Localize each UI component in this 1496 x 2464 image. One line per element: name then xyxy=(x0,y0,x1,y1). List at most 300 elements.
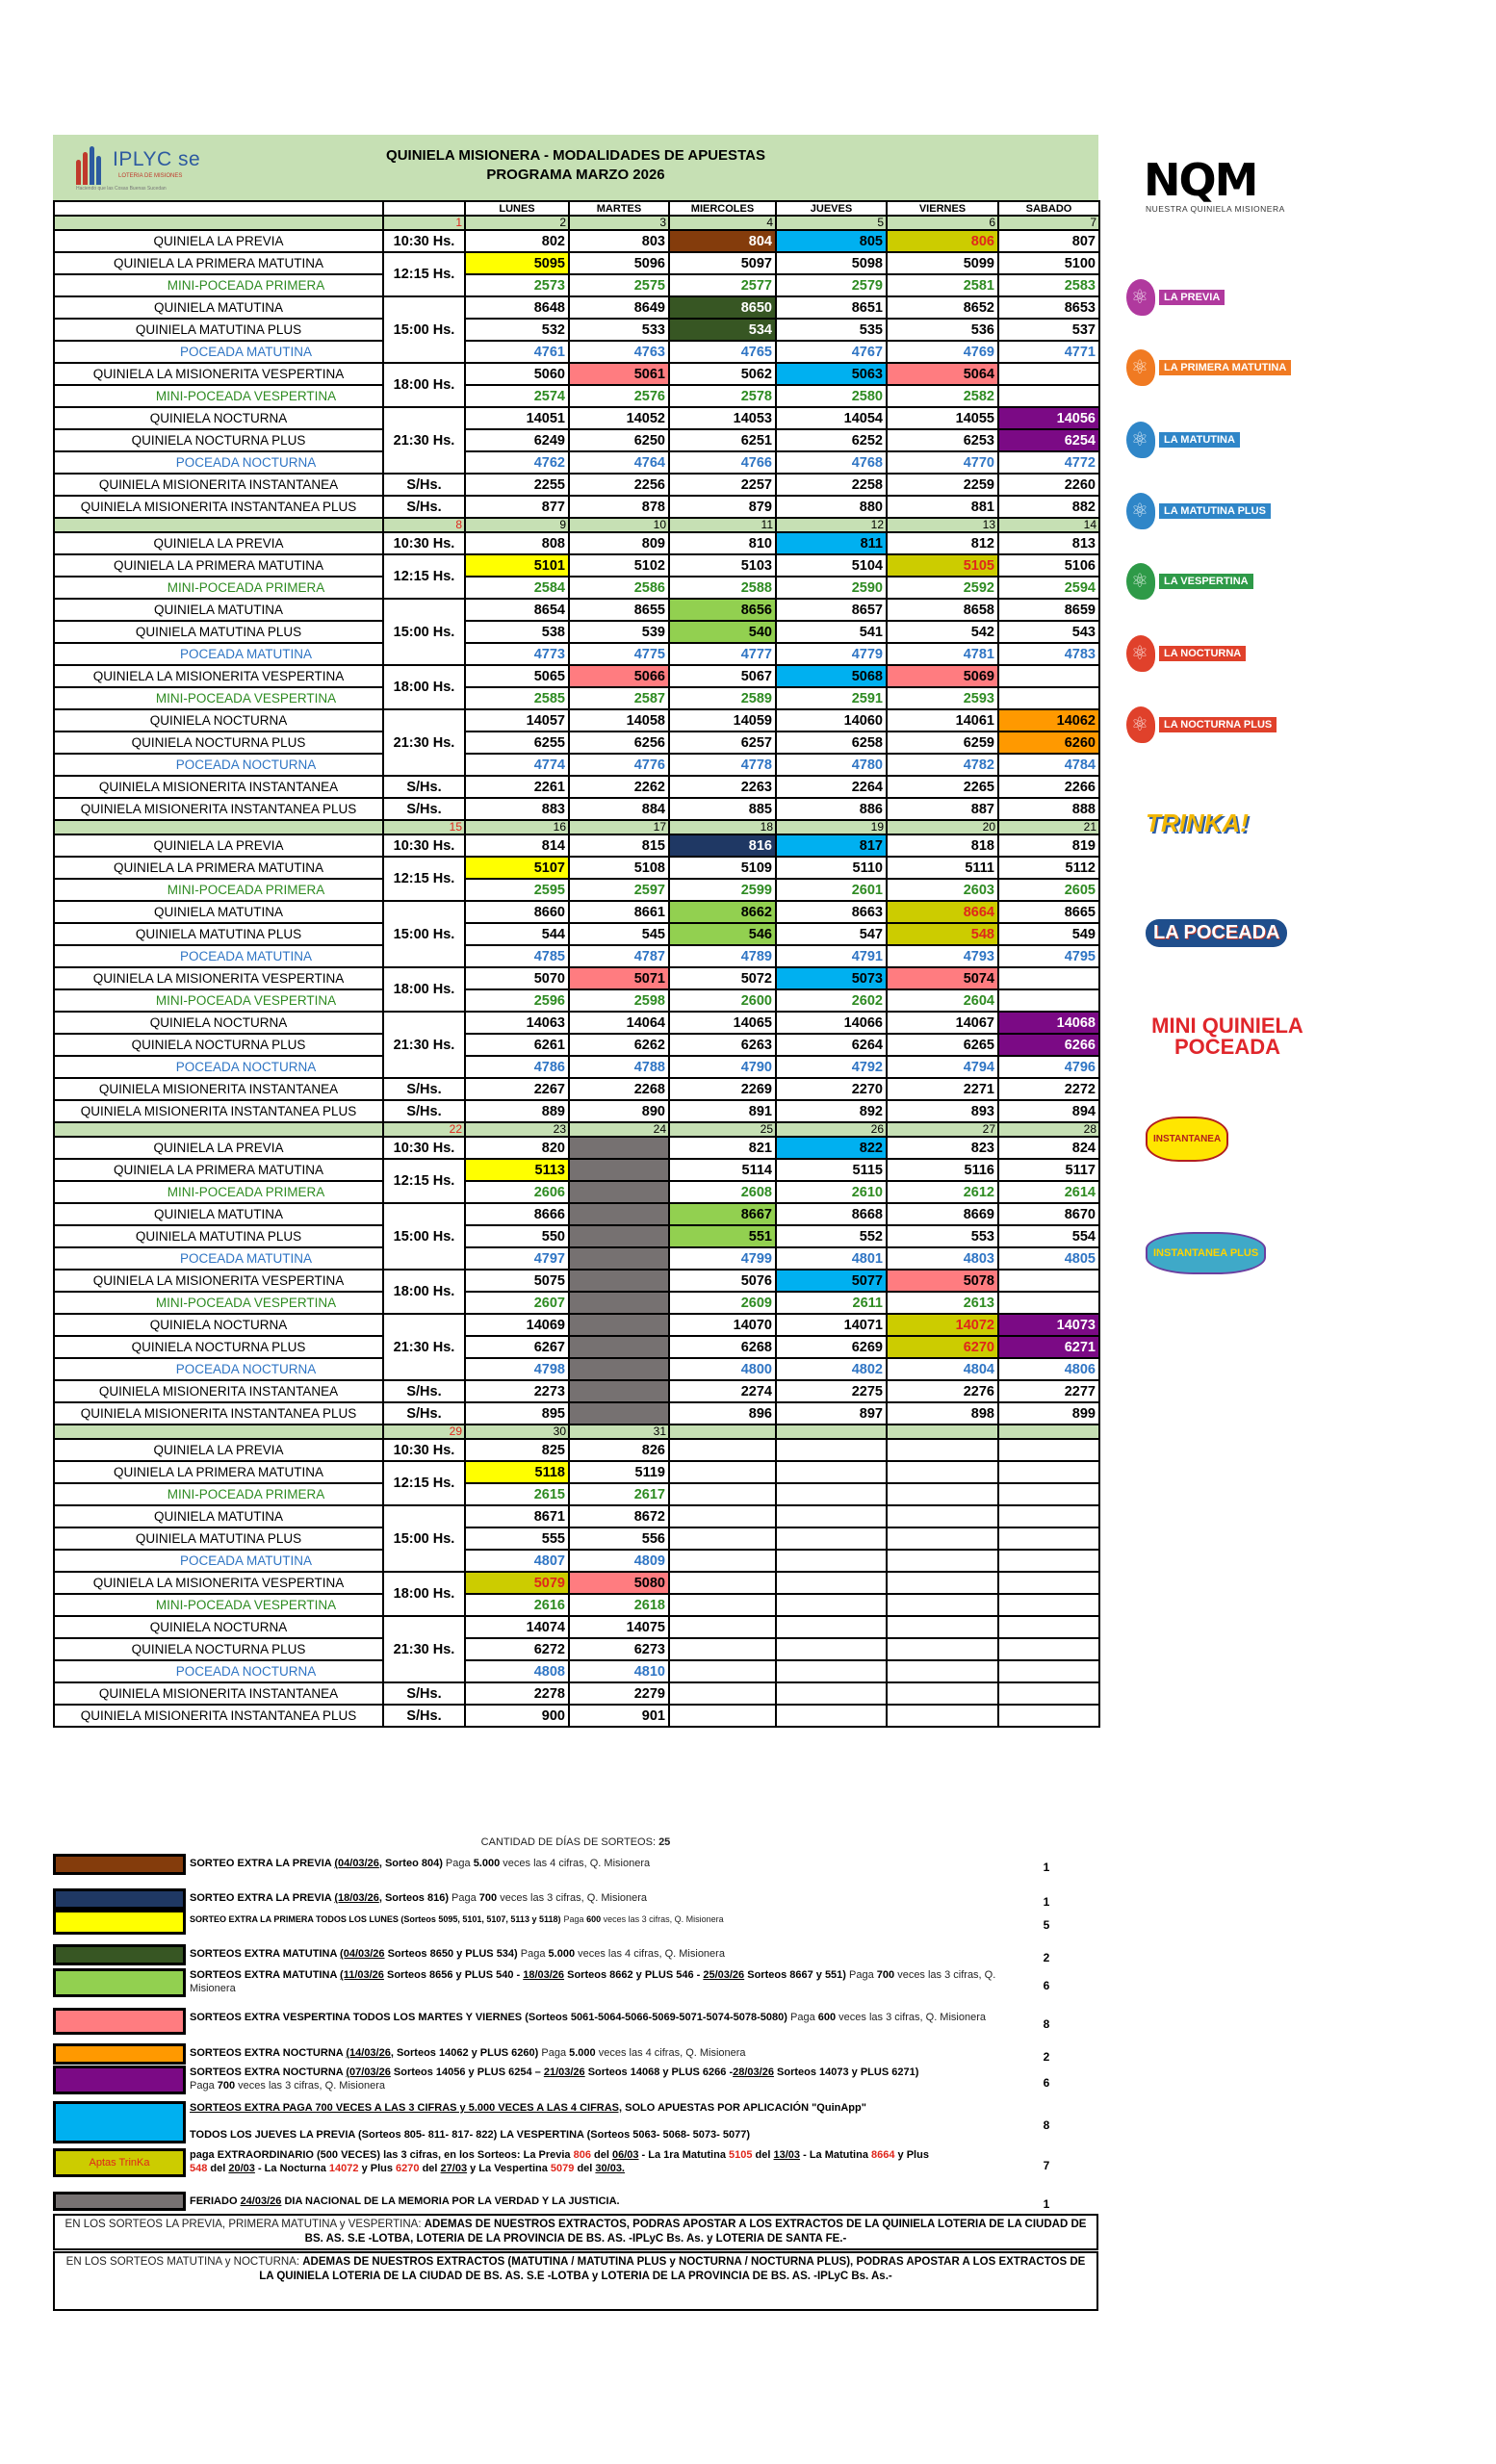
table-row xyxy=(54,319,1099,341)
table-row xyxy=(54,1660,1099,1682)
date-cell: 3 xyxy=(569,216,669,230)
table-row xyxy=(54,1682,1099,1705)
table-row xyxy=(54,1034,1099,1056)
draw-time: 21:30 Hs. xyxy=(383,1616,465,1682)
draw-number: 5067 xyxy=(669,665,776,687)
date-cell: 21 xyxy=(998,820,1099,834)
draw-number: 556 xyxy=(569,1527,669,1550)
draw-time: 15:00 Hs. xyxy=(383,1203,465,1270)
draw-number: 537 xyxy=(998,319,1099,341)
draw-number: 4808 xyxy=(465,1660,569,1682)
draw-number: 6270 xyxy=(887,1336,998,1358)
draw-number xyxy=(669,1527,776,1550)
legend-text: SORTEO EXTRA LA PREVIA (04/03/26, Sorteo 804) Paga 5.000 veces las 4 cifras, Q. Misionera xyxy=(190,1858,651,1869)
table-row xyxy=(54,879,1099,901)
table-row xyxy=(54,709,1099,732)
game-name: QUINIELA MATUTINA PLUS xyxy=(54,1527,383,1550)
table-row xyxy=(54,945,1099,967)
game-name: QUINIELA NOCTURNA xyxy=(54,709,383,732)
legend-swatch xyxy=(53,2043,186,2065)
table-row xyxy=(54,834,1099,857)
draw-number: 5060 xyxy=(465,363,569,385)
draw-number xyxy=(998,1705,1099,1727)
game-name: QUINIELA MISIONERITA INSTANTANEA PLUS xyxy=(54,1402,383,1424)
table-row xyxy=(54,1358,1099,1380)
draw-time: 12:15 Hs. xyxy=(383,554,465,599)
game-badge-label: LA VESPERTINA xyxy=(1159,574,1253,589)
draw-number: 6255 xyxy=(465,732,569,754)
game-name: QUINIELA MATUTINA xyxy=(54,1203,383,1225)
draw-number: 2276 xyxy=(887,1380,998,1402)
draw-number: 896 xyxy=(669,1402,776,1424)
draw-number xyxy=(887,1572,998,1594)
table-row xyxy=(54,1638,1099,1660)
draw-days-label: CANTIDAD DE DÍAS DE SORTEOS: xyxy=(480,1836,656,1848)
legend-swatch xyxy=(53,1854,186,1875)
draw-number: 880 xyxy=(776,496,887,518)
draw-number: 4763 xyxy=(569,341,669,363)
table-row xyxy=(54,496,1099,518)
draw-number: 6249 xyxy=(465,429,569,451)
draw-time: 18:00 Hs. xyxy=(383,665,465,709)
draw-number: 818 xyxy=(887,834,998,857)
draw-number: 2259 xyxy=(887,474,998,496)
date-sunday: 1 xyxy=(383,216,465,230)
game-name: QUINIELA NOCTURNA xyxy=(54,1314,383,1336)
week-date-row xyxy=(54,1122,1099,1137)
holiday-cell xyxy=(569,1292,669,1314)
draw-number: 8659 xyxy=(998,599,1099,621)
draw-number: 6262 xyxy=(569,1034,669,1056)
game-name: QUINIELA LA PREVIA xyxy=(54,532,383,554)
draw-number xyxy=(887,1461,998,1483)
table-row xyxy=(54,554,1099,577)
draw-number: 815 xyxy=(569,834,669,857)
draw-number: 4772 xyxy=(998,451,1099,474)
legend-count: 1 xyxy=(1043,1861,1050,1874)
draw-number: 803 xyxy=(569,230,669,252)
draw-number: 2579 xyxy=(776,274,887,296)
draw-number xyxy=(998,1572,1099,1594)
game-name: QUINIELA LA PRIMERA MATUTINA xyxy=(54,554,383,577)
draw-number: 2580 xyxy=(776,385,887,407)
game-name: QUINIELA NOCTURNA xyxy=(54,407,383,429)
legend-text: SORTEO EXTRA LA PREVIA (18/03/26, Sorteos 816) Paga 700 veces las 3 cifras, Q. Misionera xyxy=(190,1892,648,1904)
draw-number: 5118 xyxy=(465,1461,569,1483)
game-name: QUINIELA NOCTURNA PLUS xyxy=(54,1336,383,1358)
draw-number: 885 xyxy=(669,798,776,820)
promo-logo: TRINKA! xyxy=(1146,808,1249,837)
draw-number: 2577 xyxy=(669,274,776,296)
draw-number: 2575 xyxy=(569,274,669,296)
draw-number xyxy=(669,1682,776,1705)
legend-swatch xyxy=(53,1910,186,1935)
draw-number: 5102 xyxy=(569,554,669,577)
game-badge-label: LA MATUTINA PLUS xyxy=(1159,503,1271,519)
legend-count: 2 xyxy=(1043,2050,1050,2064)
draw-number: 6260 xyxy=(998,732,1099,754)
date-blank xyxy=(54,518,383,532)
draw-number: 816 xyxy=(669,834,776,857)
draw-number: 4779 xyxy=(776,643,887,665)
draw-number xyxy=(998,1505,1099,1527)
date-cell: 11 xyxy=(669,518,776,532)
draw-number: 2257 xyxy=(669,474,776,496)
draw-number: 4774 xyxy=(465,754,569,776)
game-name: QUINIELA LA MISIONERITA VESPERTINA xyxy=(54,665,383,687)
schedule-sheet xyxy=(53,135,1098,2282)
draw-number: 14054 xyxy=(776,407,887,429)
draw-number: 5061 xyxy=(569,363,669,385)
day-header xyxy=(54,201,383,216)
draw-number: 4787 xyxy=(569,945,669,967)
draw-number: 887 xyxy=(887,798,998,820)
draw-number: 825 xyxy=(465,1439,569,1461)
atom-q-icon xyxy=(1126,279,1155,316)
game-name: QUINIELA NOCTURNA xyxy=(54,1616,383,1638)
draw-number: 2591 xyxy=(776,687,887,709)
draw-number xyxy=(669,1550,776,1572)
draw-number: 5106 xyxy=(998,554,1099,577)
atom-q-icon xyxy=(1126,349,1155,386)
holiday-cell xyxy=(569,1159,669,1181)
legend-count: 7 xyxy=(1043,2159,1050,2172)
legend-swatch xyxy=(53,2066,186,2094)
draw-number: 899 xyxy=(998,1402,1099,1424)
legend-swatch xyxy=(53,2008,186,2035)
game-badge-label: LA MATUTINA xyxy=(1159,432,1240,448)
draw-number: 6256 xyxy=(569,732,669,754)
date-blank xyxy=(54,820,383,834)
draw-number xyxy=(887,1527,998,1550)
draw-number: 5070 xyxy=(465,967,569,989)
draw-number: 8657 xyxy=(776,599,887,621)
draw-number: 4796 xyxy=(998,1056,1099,1078)
draw-number: 554 xyxy=(998,1225,1099,1247)
draw-number: 5115 xyxy=(776,1159,887,1181)
table-row xyxy=(54,1247,1099,1270)
table-row xyxy=(54,1100,1099,1122)
draw-number: 14062 xyxy=(998,709,1099,732)
table-row xyxy=(54,341,1099,363)
table-row xyxy=(54,1505,1099,1527)
game-name: QUINIELA MISIONERITA INSTANTANEA xyxy=(54,776,383,798)
draw-number: 5071 xyxy=(569,967,669,989)
draw-number: 8662 xyxy=(669,901,776,923)
draw-number: 826 xyxy=(569,1439,669,1461)
day-header: LUNES xyxy=(465,201,569,216)
draw-number: 5110 xyxy=(776,857,887,879)
draw-number: 6271 xyxy=(998,1336,1099,1358)
draw-number: 807 xyxy=(998,230,1099,252)
draw-number xyxy=(887,1682,998,1705)
draw-number: 6251 xyxy=(669,429,776,451)
table-row xyxy=(54,776,1099,798)
draw-time: 12:15 Hs. xyxy=(383,857,465,901)
game-name: QUINIELA MISIONERITA INSTANTANEA xyxy=(54,1078,383,1100)
legend-swatch xyxy=(53,1888,186,1910)
draw-number: 548 xyxy=(887,923,998,945)
draw-number xyxy=(998,687,1099,709)
day-header xyxy=(383,201,465,216)
draw-number: 2269 xyxy=(669,1078,776,1100)
draw-number: 2256 xyxy=(569,474,669,496)
game-name: POCEADA NOCTURNA xyxy=(54,754,383,776)
game-name: QUINIELA MISIONERITA INSTANTANEA xyxy=(54,474,383,496)
game-name: QUINIELA NOCTURNA PLUS xyxy=(54,1638,383,1660)
draw-number: 5068 xyxy=(776,665,887,687)
table-row xyxy=(54,1181,1099,1203)
day-header: MARTES xyxy=(569,201,669,216)
draw-number: 2604 xyxy=(887,989,998,1012)
draw-number: 5099 xyxy=(887,252,998,274)
draw-number: 4767 xyxy=(776,341,887,363)
draw-number xyxy=(998,1461,1099,1483)
draw-number: 2272 xyxy=(998,1078,1099,1100)
draw-number xyxy=(776,1705,887,1727)
draw-number: 4797 xyxy=(465,1247,569,1270)
draw-number xyxy=(887,1439,998,1461)
draw-number: 5072 xyxy=(669,967,776,989)
draw-number xyxy=(669,1505,776,1527)
draw-number xyxy=(776,1638,887,1660)
draw-number: 4786 xyxy=(465,1056,569,1078)
legend-text: SORTEOS EXTRA NOCTURNA (14/03/26, Sorteos 14062 y PLUS 6260) Paga 5.000 veces las 4 cifras, Q. Misionera xyxy=(190,2047,746,2059)
draw-number xyxy=(887,1638,998,1660)
table-row xyxy=(54,687,1099,709)
draw-number xyxy=(998,989,1099,1012)
holiday-cell xyxy=(569,1137,669,1159)
draw-number: 883 xyxy=(465,798,569,820)
table-row xyxy=(54,798,1099,820)
draw-number: 2264 xyxy=(776,776,887,798)
game-name: MINI-POCEADA PRIMERA xyxy=(54,1181,383,1203)
draw-number: 812 xyxy=(887,532,998,554)
legend-text: SORTEOS EXTRA PAGA 700 VECES A LAS 3 CIFRAS y 5.000 VECES A LAS 4 CIFRAS, SOLO APUESTAS POR APLICACIÓN "QuinApp" TODOS LOS JUEVES LA PREVIA (Sorteos 805- 811- 817- 822) LA VESPERTINA (Sorteos 5063- 5068- 5073- 5077) xyxy=(190,2102,866,2141)
draw-time: 18:00 Hs. xyxy=(383,363,465,407)
legend-count: 5 xyxy=(1043,1918,1050,1932)
logo-tagline: Haciendo que las Cosas Buenas Sucedan xyxy=(76,186,167,192)
draw-number: 4805 xyxy=(998,1247,1099,1270)
nqm-logo xyxy=(1144,154,1288,221)
draw-number: 4769 xyxy=(887,341,998,363)
draw-number xyxy=(776,1616,887,1638)
draw-number: 2607 xyxy=(465,1292,569,1314)
game-name: POCEADA MATUTINA xyxy=(54,1550,383,1572)
draw-number: 2594 xyxy=(998,577,1099,599)
draw-number: 2278 xyxy=(465,1682,569,1705)
draw-number: 14057 xyxy=(465,709,569,732)
draw-number: 534 xyxy=(669,319,776,341)
draw-number: 2273 xyxy=(465,1380,569,1402)
draw-time: 15:00 Hs. xyxy=(383,599,465,665)
game-name: QUINIELA LA MISIONERITA VESPERTINA xyxy=(54,1572,383,1594)
draw-number: 14074 xyxy=(465,1616,569,1638)
game-name: MINI-POCEADA PRIMERA xyxy=(54,577,383,599)
draw-time: S/Hs. xyxy=(383,776,465,798)
legend-text: SORTEOS EXTRA VESPERTINA TODOS LOS MARTES Y VIERNES (Sorteos 5061-5064-5066-5069-5071-5074-5078-5080) Paga 600 veces las 3 cifras, Q. Misionera xyxy=(190,2012,986,2023)
table-row xyxy=(54,577,1099,599)
game-name: QUINIELA MATUTINA PLUS xyxy=(54,621,383,643)
game-name: POCEADA NOCTURNA xyxy=(54,1660,383,1682)
draw-time: S/Hs. xyxy=(383,1100,465,1122)
draw-number: 5080 xyxy=(569,1572,669,1594)
table-row xyxy=(54,732,1099,754)
draw-number: 2592 xyxy=(887,577,998,599)
game-name: POCEADA MATUTINA xyxy=(54,341,383,363)
draw-number: 6259 xyxy=(887,732,998,754)
draw-number: 2274 xyxy=(669,1380,776,1402)
day-header-row xyxy=(54,201,1099,216)
draw-number: 6264 xyxy=(776,1034,887,1056)
draw-number: 5105 xyxy=(887,554,998,577)
draw-number: 895 xyxy=(465,1402,569,1424)
draw-number: 889 xyxy=(465,1100,569,1122)
game-name: QUINIELA MISIONERITA INSTANTANEA PLUS xyxy=(54,1100,383,1122)
draw-number: 878 xyxy=(569,496,669,518)
draw-days-value: 25 xyxy=(658,1836,671,1848)
date-cell: 12 xyxy=(776,518,887,532)
draw-time: S/Hs. xyxy=(383,1380,465,1402)
draw-number xyxy=(669,1439,776,1461)
draw-number: 8658 xyxy=(887,599,998,621)
date-cell xyxy=(998,1424,1099,1439)
draw-number: 14070 xyxy=(669,1314,776,1336)
draw-number: 2603 xyxy=(887,879,998,901)
legend-text: SORTEOS EXTRA NOCTURNA (07/03/26 Sorteos 14056 y PLUS 6254 – 21/03/26 Sorteos 14068 y PLUS 6266 -28/03/26 Sorteos 14073 y PLUS 6271) Paga 700 veces las 3 cifras, Q. Misionera xyxy=(190,2066,919,2092)
legend-text: FERIADO 24/03/26 DIA NACIONAL DE LA MEMORIA POR LA VERDAD Y LA JUSTICIA. xyxy=(190,2195,620,2207)
table-row xyxy=(54,1292,1099,1314)
holiday-cell xyxy=(569,1402,669,1424)
draw-number: 4800 xyxy=(669,1358,776,1380)
week-date-row xyxy=(54,216,1099,230)
game-name: QUINIELA MISIONERITA INSTANTANEA PLUS xyxy=(54,1705,383,1727)
date-cell: 14 xyxy=(998,518,1099,532)
draw-number: 4761 xyxy=(465,341,569,363)
table-row xyxy=(54,1159,1099,1181)
draw-number xyxy=(776,1505,887,1527)
draw-number: 824 xyxy=(998,1137,1099,1159)
draw-number: 2605 xyxy=(998,879,1099,901)
holiday-cell xyxy=(569,1314,669,1336)
date-sunday: 29 xyxy=(383,1424,465,1439)
legend-text: SORTEO EXTRA LA PRIMERA TODOS LOS LUNES (Sorteos 5095, 5101, 5107, 5113 y 5118) Paga 600 veces las 3 cifras, Q. Misionera xyxy=(190,1914,724,1924)
draw-time: 12:15 Hs. xyxy=(383,252,465,296)
draw-number: 901 xyxy=(569,1705,669,1727)
draw-number: 5112 xyxy=(998,857,1099,879)
game-name: QUINIELA MATUTINA xyxy=(54,296,383,319)
draw-number: 891 xyxy=(669,1100,776,1122)
draw-number: 4803 xyxy=(887,1247,998,1270)
draw-number xyxy=(887,1594,998,1616)
draw-number: 4765 xyxy=(669,341,776,363)
draw-number: 14069 xyxy=(465,1314,569,1336)
atom-q-icon xyxy=(1126,422,1155,458)
date-cell xyxy=(887,1424,998,1439)
draw-number: 542 xyxy=(887,621,998,643)
draw-number: 8669 xyxy=(887,1203,998,1225)
draw-number: 8672 xyxy=(569,1505,669,1527)
date-cell: 28 xyxy=(998,1122,1099,1137)
draw-number: 6257 xyxy=(669,732,776,754)
legend-swatch xyxy=(53,2148,186,2177)
draw-time: 15:00 Hs. xyxy=(383,1505,465,1572)
draw-number xyxy=(887,1550,998,1572)
page-title xyxy=(53,146,1098,185)
table-row xyxy=(54,451,1099,474)
draw-number xyxy=(669,1660,776,1682)
draw-number: 898 xyxy=(887,1402,998,1424)
draw-time: S/Hs. xyxy=(383,1078,465,1100)
draw-number: 805 xyxy=(776,230,887,252)
draw-number: 14068 xyxy=(998,1012,1099,1034)
draw-number: 5096 xyxy=(569,252,669,274)
promo-logo: LA POCEADA xyxy=(1146,919,1287,947)
atom-q-icon xyxy=(1126,706,1155,743)
table-row xyxy=(54,989,1099,1012)
draw-number: 6266 xyxy=(998,1034,1099,1056)
draw-number xyxy=(998,1483,1099,1505)
draw-number: 14061 xyxy=(887,709,998,732)
legend-count: 1 xyxy=(1043,2197,1050,2211)
draw-number: 544 xyxy=(465,923,569,945)
draw-number: 8664 xyxy=(887,901,998,923)
draw-number: 2606 xyxy=(465,1181,569,1203)
draw-number: 5119 xyxy=(569,1461,669,1483)
game-badge-label: LA PRIMERA MATUTINA xyxy=(1159,360,1291,375)
draw-number: 5104 xyxy=(776,554,887,577)
legend-count: 6 xyxy=(1043,1979,1050,1992)
date-cell: 24 xyxy=(569,1122,669,1137)
draw-number: 2271 xyxy=(887,1078,998,1100)
legend-count: 8 xyxy=(1043,2118,1050,2132)
draw-number: 2584 xyxy=(465,577,569,599)
draw-number xyxy=(998,665,1099,687)
draw-number: 2581 xyxy=(887,274,998,296)
draw-time: S/Hs. xyxy=(383,1705,465,1727)
draw-number xyxy=(998,1638,1099,1660)
draw-number: 2589 xyxy=(669,687,776,709)
draw-number xyxy=(669,1572,776,1594)
game-name: MINI-POCEADA PRIMERA xyxy=(54,879,383,901)
atom-q-icon xyxy=(1126,493,1155,529)
table-row xyxy=(54,407,1099,429)
game-name: QUINIELA MATUTINA xyxy=(54,1505,383,1527)
draw-number: 541 xyxy=(776,621,887,643)
table-row xyxy=(54,363,1099,385)
game-name: POCEADA MATUTINA xyxy=(54,643,383,665)
draw-number: 8651 xyxy=(776,296,887,319)
draw-time: 10:30 Hs. xyxy=(383,1137,465,1159)
draw-number: 536 xyxy=(887,319,998,341)
draw-number: 8667 xyxy=(669,1203,776,1225)
draw-number: 4770 xyxy=(887,451,998,474)
draw-number: 808 xyxy=(465,532,569,554)
holiday-cell xyxy=(569,1270,669,1292)
legend-swatch-label: Aptas TrinKa xyxy=(89,2157,150,2169)
draw-number: 2615 xyxy=(465,1483,569,1505)
legend-count: 6 xyxy=(1043,2076,1050,2090)
draw-number xyxy=(887,1483,998,1505)
draw-number: 4777 xyxy=(669,643,776,665)
draw-number: 4782 xyxy=(887,754,998,776)
draw-number: 809 xyxy=(569,532,669,554)
game-name: QUINIELA NOCTURNA PLUS xyxy=(54,429,383,451)
draw-number: 2582 xyxy=(887,385,998,407)
nqm-letters: NQM xyxy=(1144,154,1257,206)
draw-time: 21:30 Hs. xyxy=(383,1012,465,1078)
date-cell xyxy=(669,1424,776,1439)
